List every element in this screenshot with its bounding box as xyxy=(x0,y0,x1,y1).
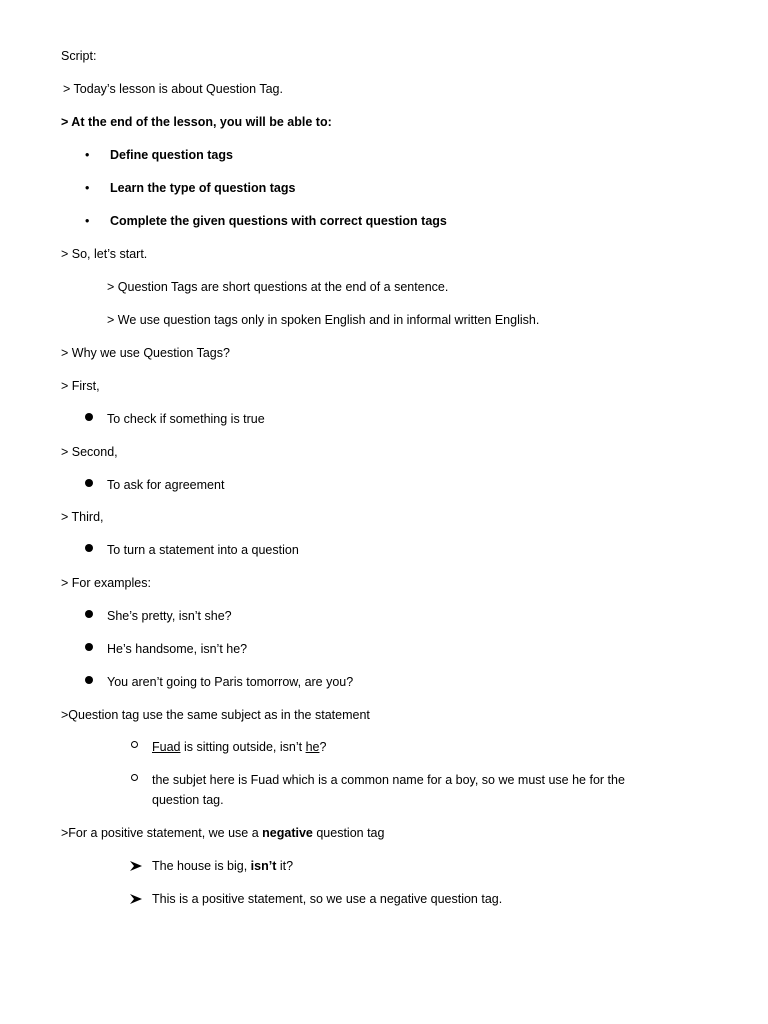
reason-item: To turn a statement into a question xyxy=(107,543,299,557)
example-end: it? xyxy=(276,859,294,873)
hollow-bullet-icon xyxy=(131,741,138,748)
example-start: The house is big, xyxy=(152,859,251,873)
bullet-marker: • xyxy=(85,181,90,195)
example-bold: isn’t xyxy=(250,859,277,873)
bullet-marker: • xyxy=(85,214,90,228)
objective-item: Complete the given questions with correct question tags xyxy=(110,214,447,228)
start-line: > So, let’s start. xyxy=(61,247,148,261)
example-middle: is sitting outside, isn’t xyxy=(180,740,306,754)
heading-start: >For a positive statement, we use a xyxy=(61,826,263,840)
definition-line: > Question Tags are short questions at the end of a sentence. xyxy=(107,280,449,294)
subject-explanation-line: question tag. xyxy=(152,793,224,807)
positive-example xyxy=(152,858,293,874)
reason-label: > Second, xyxy=(61,445,118,459)
pronoun-word: he xyxy=(305,740,320,754)
example-end: ? xyxy=(319,740,327,754)
filled-bullet-icon xyxy=(85,544,93,552)
lesson-intro: > Today’s lesson is about Question Tag. xyxy=(63,82,283,96)
arrow-bullet-icon xyxy=(130,861,142,871)
reason-label: > First, xyxy=(61,379,100,393)
positive-rule-heading xyxy=(61,825,384,841)
heading-bold: negative xyxy=(262,826,313,840)
subject-explanation-line: the subjet here is Fuad which is a common name for a boy, so we must use he for the xyxy=(152,773,625,787)
filled-bullet-icon xyxy=(85,479,93,487)
example-item: You aren’t going to Paris tomorrow, are you? xyxy=(107,675,354,689)
hollow-bullet-icon xyxy=(131,774,138,781)
objective-item: Learn the type of question tags xyxy=(110,181,296,195)
filled-bullet-icon xyxy=(85,676,93,684)
example-item: He’s handsome, isn’t he? xyxy=(107,642,248,656)
filled-bullet-icon xyxy=(85,643,93,651)
script-label: Script: xyxy=(61,49,97,63)
heading-end: question tag xyxy=(312,826,385,840)
objectives-heading: > At the end of the lesson, you will be able to: xyxy=(61,115,332,129)
subject-example xyxy=(152,739,326,755)
why-heading: > Why we use Question Tags? xyxy=(61,346,230,360)
reason-item: To check if something is true xyxy=(107,412,265,426)
positive-explanation: This is a positive statement, so we use a negative question tag. xyxy=(152,892,503,906)
arrow-bullet-icon xyxy=(130,894,142,904)
examples-label: > For examples: xyxy=(61,576,151,590)
definition-line: > We use question tags only in spoken English and in informal written English. xyxy=(107,313,540,327)
example-item: She’s pretty, isn’t she? xyxy=(107,609,232,623)
objective-item: Define question tags xyxy=(110,148,233,162)
reason-item: To ask for agreement xyxy=(107,478,225,492)
subject-rule-heading: >Question tag use the same subject as in the statement xyxy=(61,708,370,722)
bullet-marker: • xyxy=(85,148,90,162)
subject-word: Fuad xyxy=(152,740,181,754)
reason-label: > Third, xyxy=(61,510,104,524)
filled-bullet-icon xyxy=(85,413,93,421)
filled-bullet-icon xyxy=(85,610,93,618)
